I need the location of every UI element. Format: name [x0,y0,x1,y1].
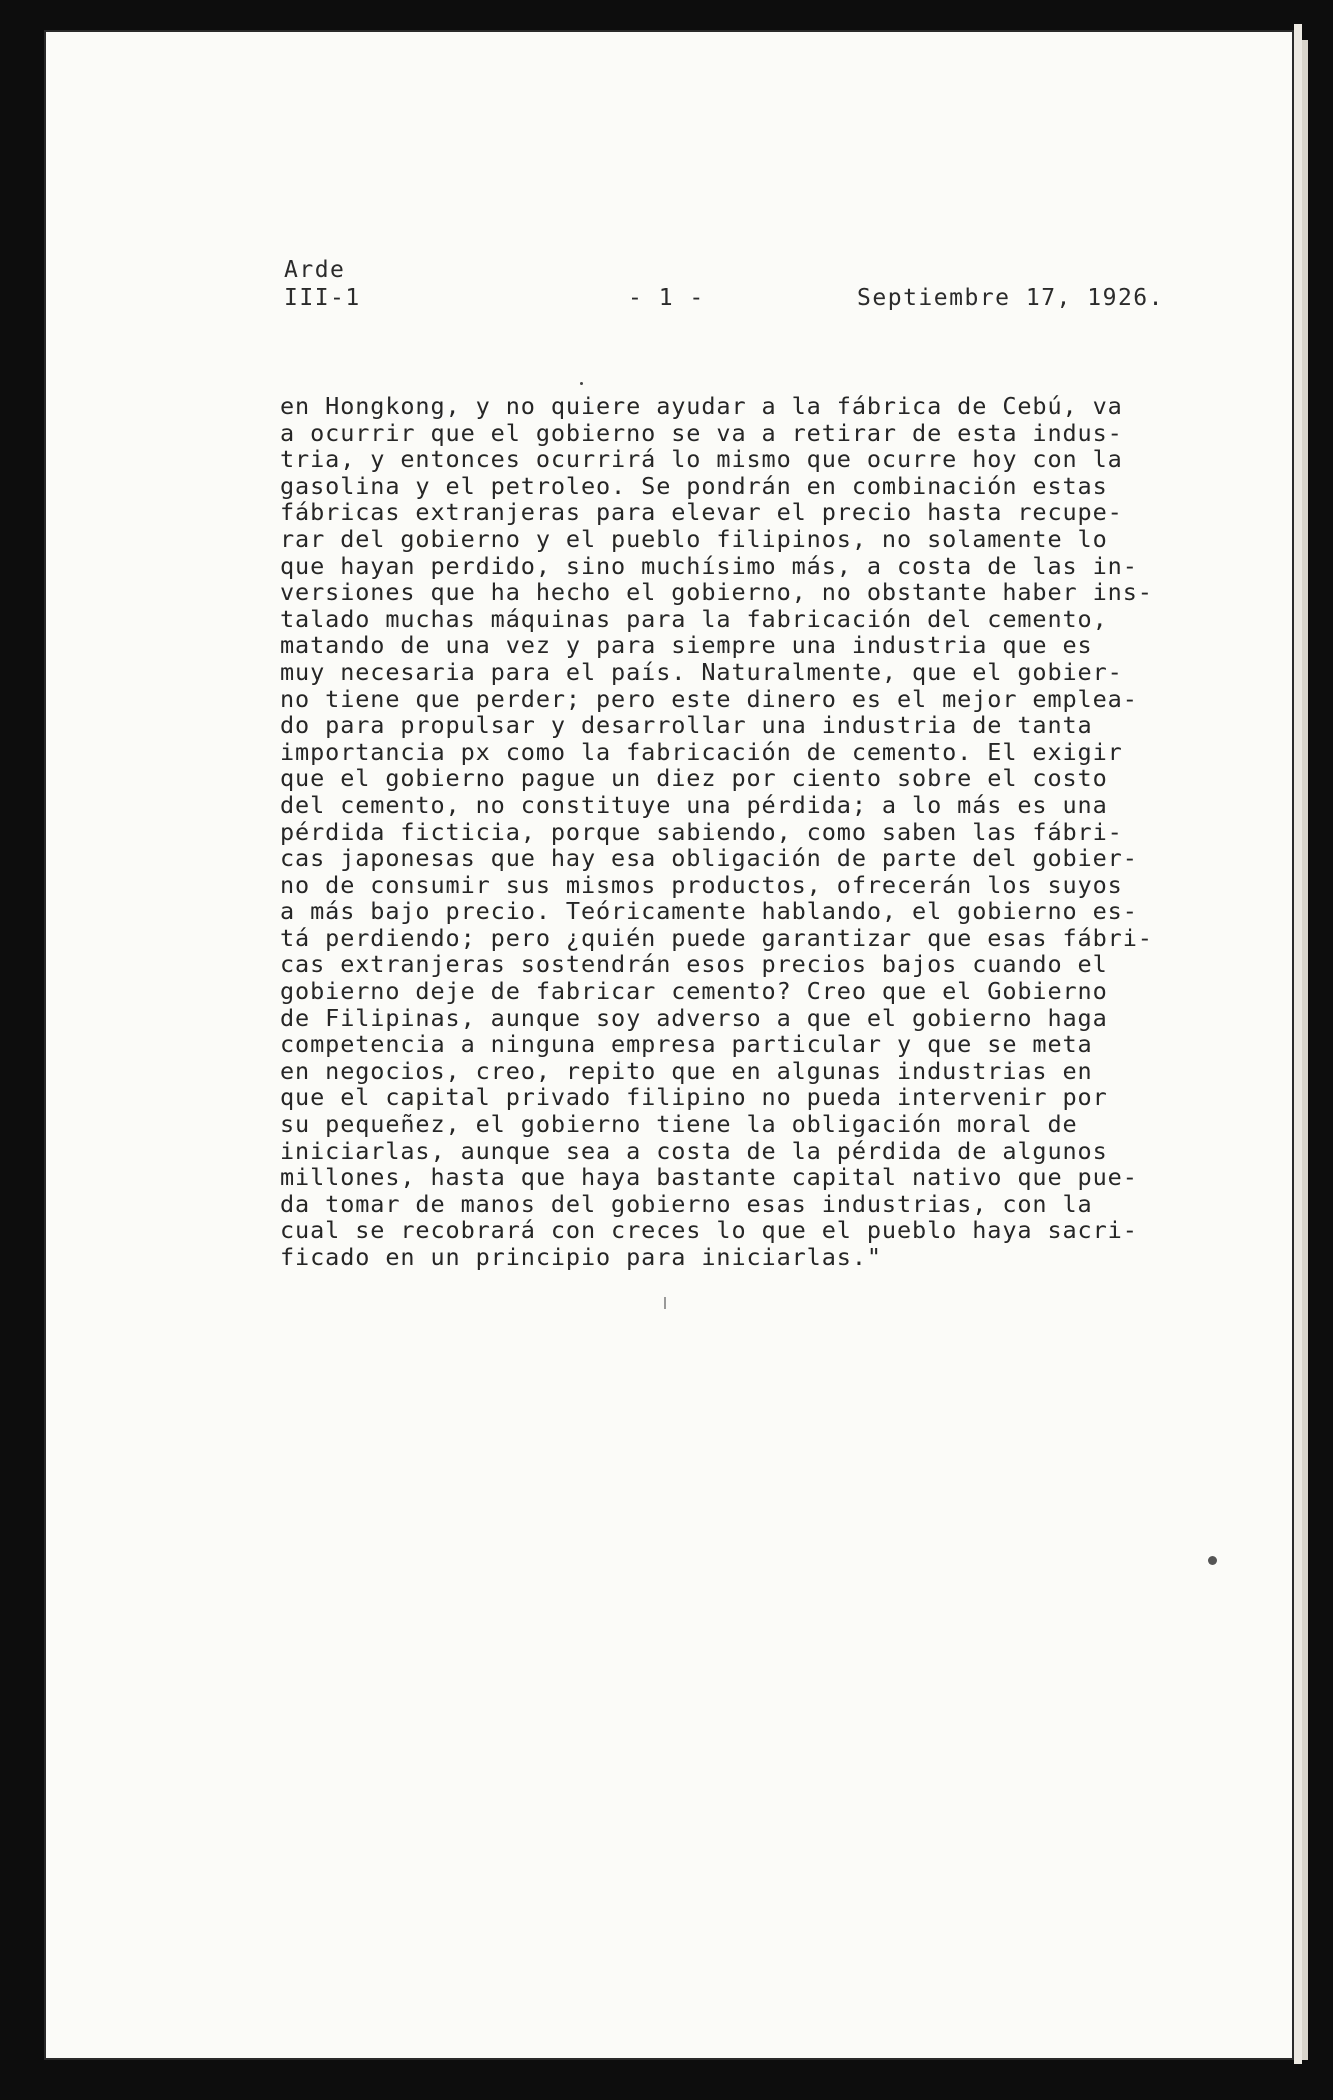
text-line: no tiene que perder; pero este dinero es el mejor emplea- [280,684,1138,713]
text-line: pérdida ficticia, porque sabiendo, como saben las fábri- [280,817,1123,846]
text-line: en Hongkong, y no quiere ayudar a la fábrica de Cebú, va [280,392,1123,420]
body-text [280,393,1180,1271]
header-date: Septiembre 17, 1926. [857,285,1164,311]
document-reference [284,256,361,312]
text-line: versiones que ha hecho el gobierno, no obstante haber ins- [280,578,1153,607]
text-line: que el capital privado filipino no pueda intervenir por [280,1083,1108,1112]
margin-dot [1208,1556,1217,1565]
text-line: del cemento, no constituye una pérdida; a lo más es una [280,790,1108,819]
text-line: que hayan perdido, sino muchísimo más, a costa de las in- [280,551,1138,580]
text-line: cas extranjeras sostendrán esos precios bajos cuando el [280,950,1108,979]
text-line: competencia a ninguna empresa particular y que se meta [280,1030,1093,1059]
pencil-mark [664,1297,666,1309]
header-reference-code: III-1 [284,285,361,311]
text-line: fábricas extranjeras para elevar el precio hasta recupe- [280,498,1123,527]
text-line: gasolina y el petroleo. Se pondrán en combinación estas [280,471,1108,500]
text-line: en negocios, creo, repito que en algunas industrias en [280,1056,1093,1085]
ink-speck [580,382,583,385]
text-line: cas japonesas que hay esa obligación de parte del gobier- [280,844,1138,873]
text-line: cual se recobrará con creces lo que el pueblo haya sacri- [280,1216,1138,1245]
text-line: que el gobierno pague un diez por ciento sobre el costo [280,764,1108,793]
text-line: millones, hasta que haya bastante capital nativo que pue- [280,1163,1138,1192]
text-line: iniciarlas, aunque sea a costa de la pérdida de algunos [280,1136,1108,1165]
text-line: muy necesaria para el país. Naturalmente, que el gobier- [280,657,1123,686]
text-line: tria, y entonces ocurrirá lo mismo que ocurre hoy con la [280,445,1123,474]
text-line: tá perdiendo; pero ¿quién puede garantizar que esas fábri- [280,923,1153,952]
text-line: do para propulsar y desarrollar una industria de tanta [280,711,1093,740]
text-line: talado muchas máquinas para la fabricación del cemento, [280,604,1108,633]
text-line: a más bajo precio. Teóricamente hablando, el gobierno es- [280,897,1138,926]
text-line: su pequeñez, el gobierno tiene la obligación moral de [280,1110,1078,1139]
text-line: matando de una vez y para siempre una industria que es [280,631,1093,660]
text-line: a ocurrir que el gobierno se va a retirar de esta indus- [280,418,1123,447]
text-line: no de consumir sus mismos productos, ofrecerán los suyos [280,870,1123,899]
page-number: - 1 - [628,285,705,311]
paper-edge-shadow [1302,40,1308,2060]
text-line: da tomar de manos del gobierno esas industrias, con la [280,1189,1093,1218]
text-line: rar del gobierno y el pueblo filipinos, no solamente lo [280,524,1108,553]
header-author: Arde [284,257,346,283]
paper-edge [1294,24,1302,2064]
text-line: importancia px como la fabricación de cemento. El exigir [280,737,1123,766]
text-line: de Filipinas, aunque soy adverso a que el gobierno haga [280,1003,1108,1032]
text-line: gobierno deje de fabricar cemento? Creo que el Gobierno [280,977,1108,1006]
text-line: ficado en un principio para iniciarlas." [280,1243,882,1271]
